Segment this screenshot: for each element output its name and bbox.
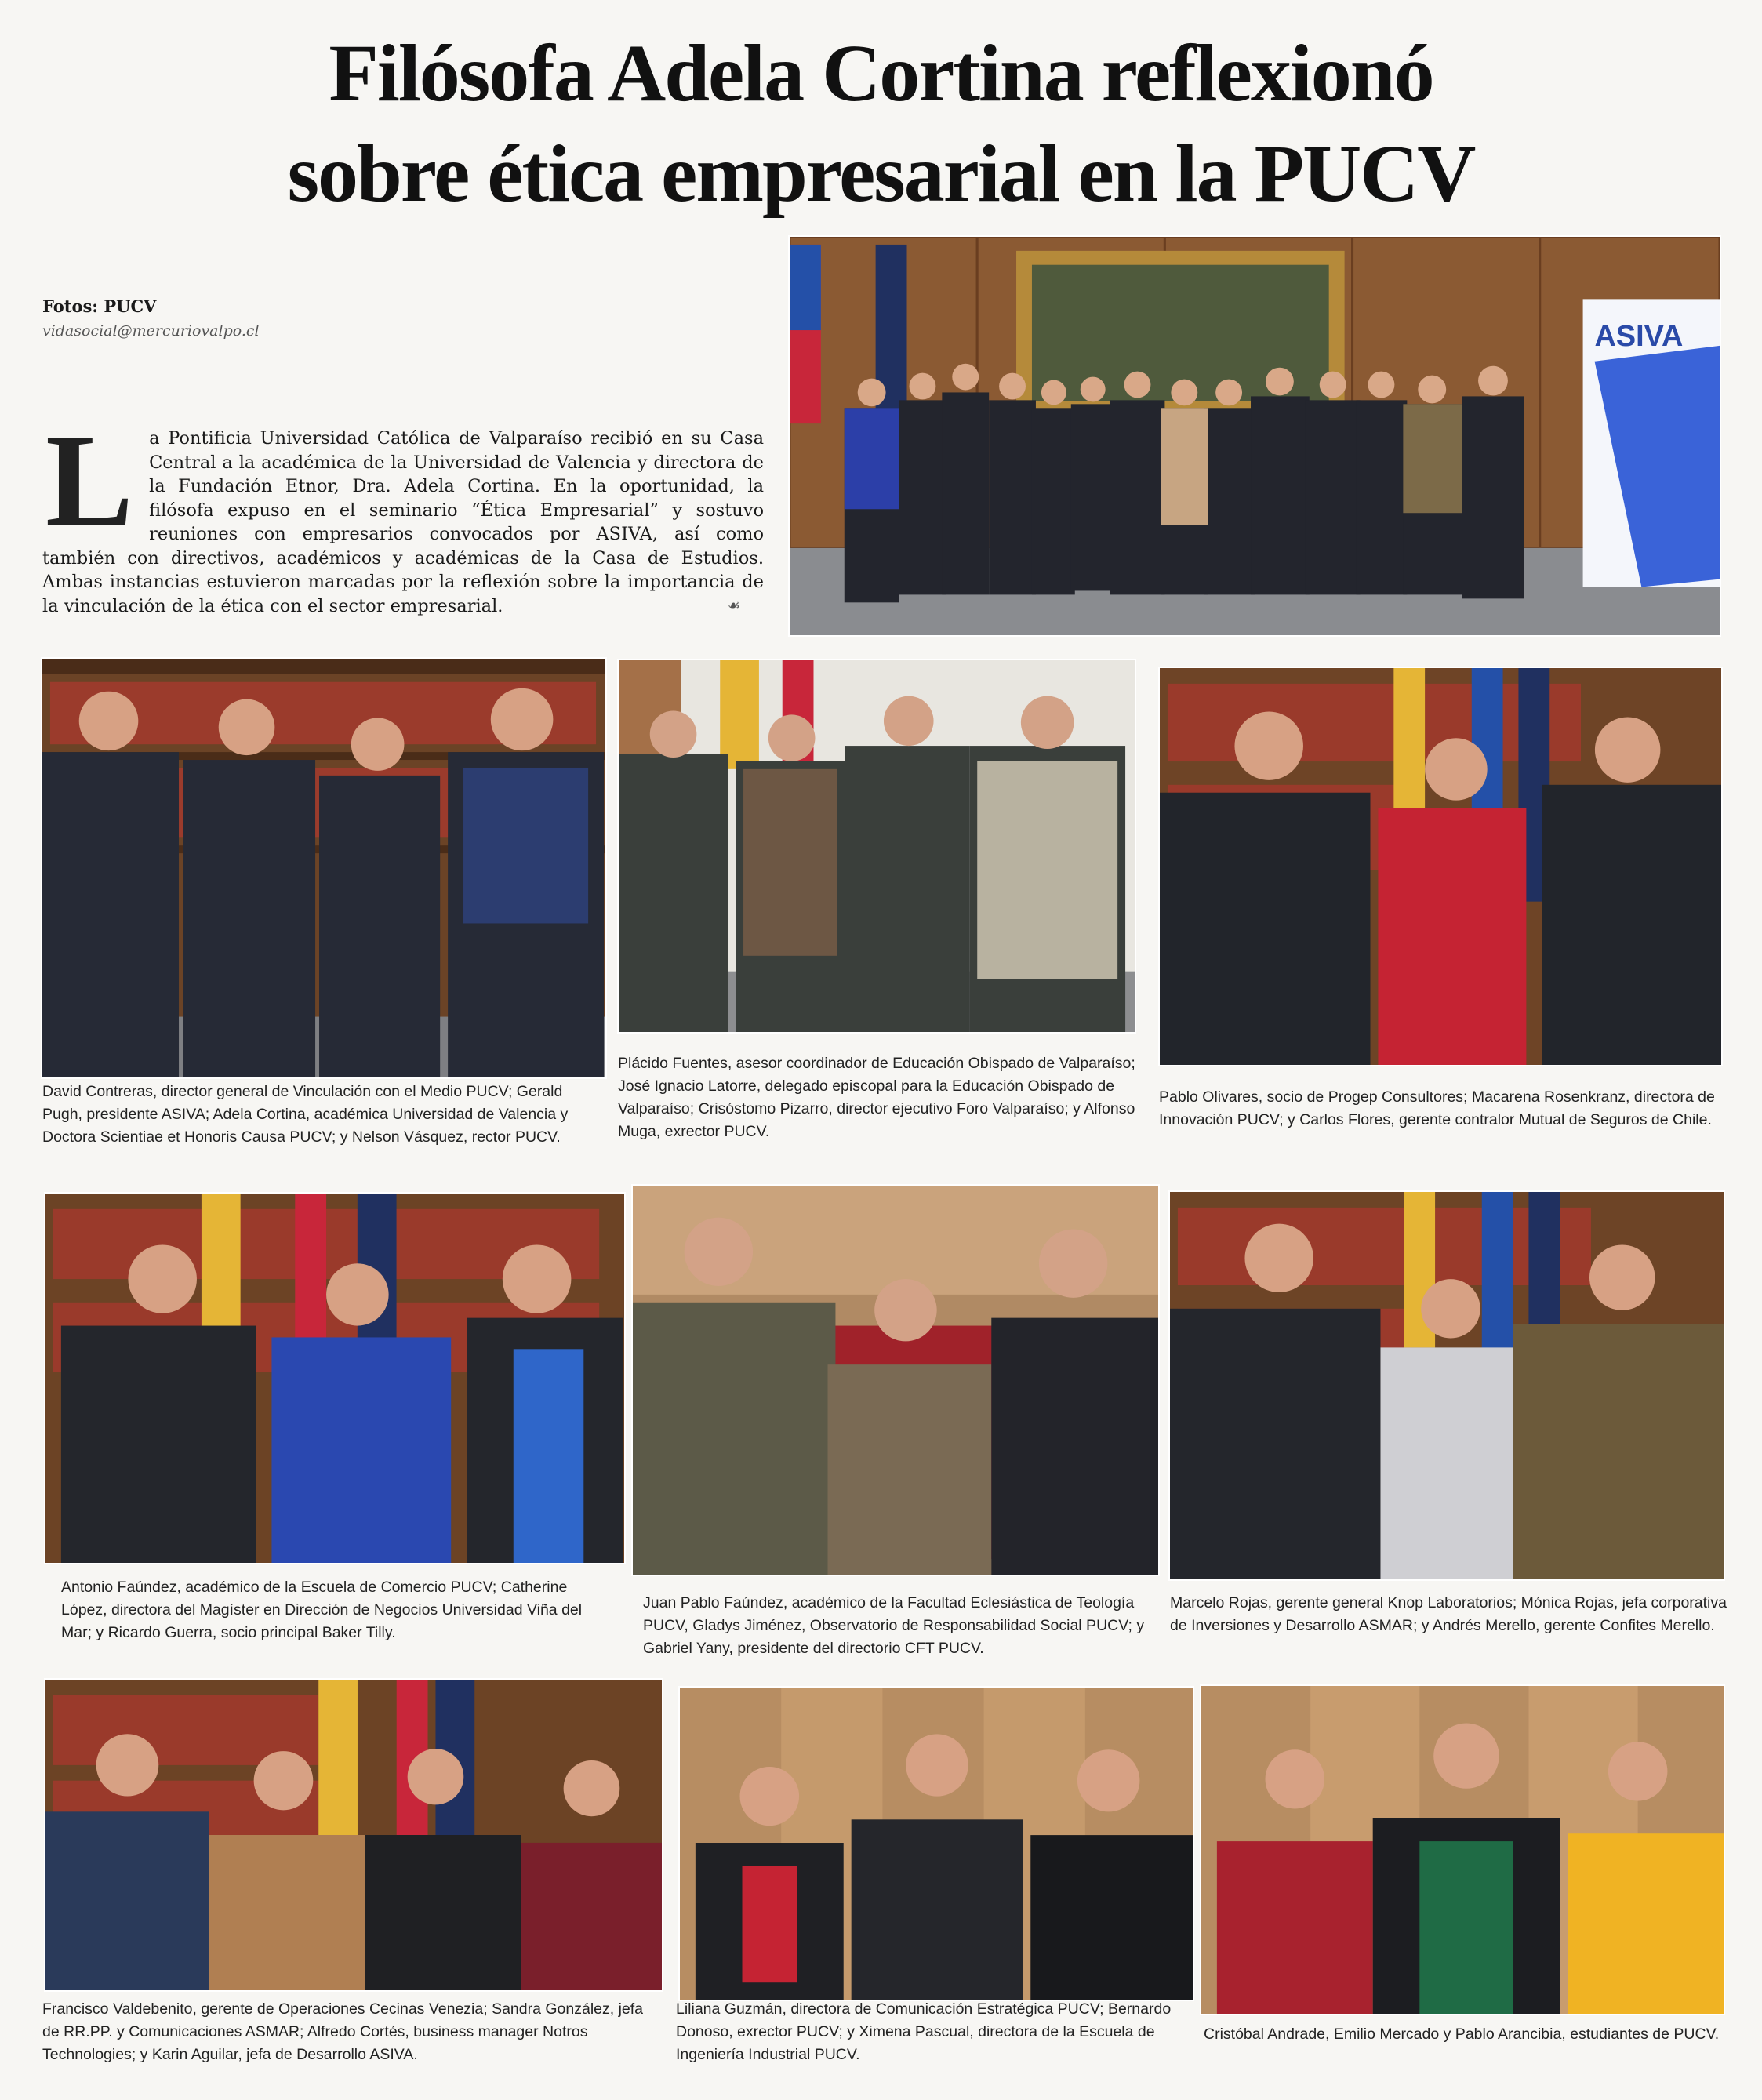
credits xyxy=(42,296,260,340)
photo-6 xyxy=(1168,1190,1725,1581)
end-mark-icon: ☙ xyxy=(727,597,740,614)
headline xyxy=(0,24,1762,224)
caption-photo-3: Pablo Olivares, socio de Progep Consultores; Macarena Rosenkranz, directora de Innovación PUCV; y Carlos Flores, gerente contralor Mutual de Seguros de Chile. xyxy=(1159,1088,1715,1128)
headline-line-1: Filósofa Adela Cortina reflexionó xyxy=(329,28,1433,118)
photo-9 xyxy=(1200,1684,1725,2015)
caption-photo-9: Cristóbal Andrade, Emilio Mercado y Pablo Arancibia, estudiantes de PUCV. xyxy=(1204,2026,1720,2043)
intro-paragraph xyxy=(42,408,764,618)
caption-photo-8: Liliana Guzmán, directora de Comunicación Estratégica PUCV; Bernardo Donoso, exrector PUCV; y Ximena Pascual, directora de la Escuela de Ingeniería Industrial PUCV. xyxy=(676,2000,1172,2063)
caption-photo-5: Juan Pablo Faúndez, académico de la Facultad Eclesiástica de Teología PUCV, Gladys Jiménez, Observatorio de Responsabilidad Social PUCV; y Gabriel Yany, presidente del directorio CFT PUCV. xyxy=(643,1594,1145,1657)
caption-photo-6: Marcelo Rojas, gerente general Knop Laboratorios; Mónica Rojas, jefa corporativa de Inversiones y Desarrollo ASMAR; y Andrés Merello, gerente Confites Merello. xyxy=(1170,1594,1727,1634)
photo-group-main xyxy=(788,235,1721,637)
photo-credit: Fotos: PUCV xyxy=(42,296,157,316)
contact-email: vidasocial@mercuriovalpo.cl xyxy=(42,322,260,340)
drop-cap: L xyxy=(45,408,134,554)
caption-photo-2: Plácido Fuentes, asesor coordinador de Educación Obispado de Valparaíso; José Ignacio Latorre, delegado episcopal para la Educación Obispado de Valparaíso; Crisóstomo Pizarro, director ejecutivo Foro Valparaíso; y Alfonso Muga, exrector PUCV. xyxy=(618,1055,1135,1140)
photo-5 xyxy=(631,1184,1160,1576)
photo-7 xyxy=(44,1678,663,1992)
caption-photo-1: David Contreras, director general de Vinculación con el Medio PUCV; Gerald Pugh, presidente ASIVA; Adela Cortina, académica Universidad de Valencia y Doctora Scientiae et Honoris Causa PUCV; y Nelson Vásquez, rector PUCV. xyxy=(42,1083,569,1146)
photo-3 xyxy=(1158,667,1723,1066)
photo-4 xyxy=(44,1192,626,1564)
headline-line-2: sobre ética empresarial en la PUCV xyxy=(287,129,1475,219)
photo-1 xyxy=(41,657,607,1079)
asiva-banner-logo: ASIVA xyxy=(1594,319,1684,353)
intro-text: a Pontificia Universidad Católica de Valparaíso recibió en su Casa Central a la académica de la Universidad de Valencia y directora de la Fundación Etnor, Dra. Adela Cortina. En la oportunidad, la filósofa expuso en el seminario “Ética Empresarial” y sostuvo reuniones con empresarios convocados por ASIVA, así como también con directivos, académicos y académicas de la Casa de Estudios. Ambas instancias estuvieron marcadas por la reflexión sobre la importancia de la vinculación de la ética con el sector empresarial. xyxy=(42,428,764,616)
photo-2 xyxy=(617,659,1136,1034)
caption-photo-4: Antonio Faúndez, académico de la Escuela de Comercio PUCV; Catherine López, directora del Magíster en Dirección de Negocios Universidad Viña del Mar; y Ricardo Guerra, socio principal Baker Tilly. xyxy=(61,1579,583,1641)
photo-8 xyxy=(678,1686,1194,2001)
caption-photo-7: Francisco Valdebenito, gerente de Operaciones Cecinas Venezia; Sandra González, jefa de RR.PP. y Comunicaciones ASMAR; Alfredo Cortés, business manager Notros Technologies; y Karin Aguilar, jefa de Desarrollo ASIVA. xyxy=(42,2000,644,2063)
